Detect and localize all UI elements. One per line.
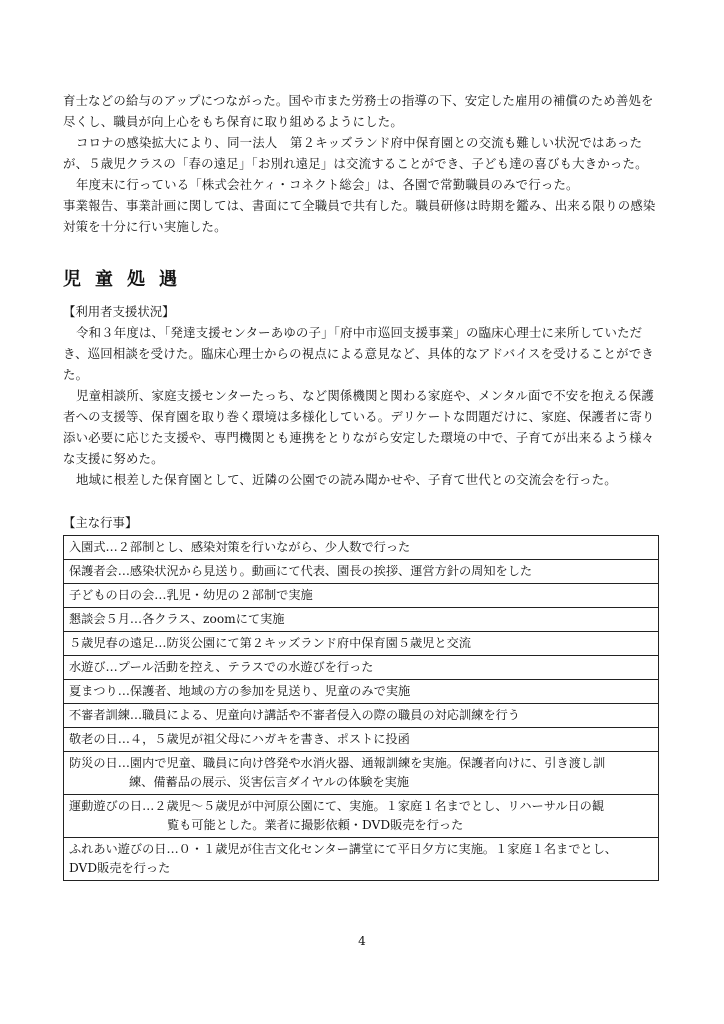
table-row (64, 608, 659, 632)
event-text: ５歳児春の遠足…防災公園にて第２キッズランド府中保育園５歳児と交流 (69, 636, 471, 650)
table-row (64, 536, 659, 560)
support-paragraph-1: 令和３年度は、「発達支援センターあゆの子」「府中市巡回支援事業」の臨床心理士に来所していただき、巡回相談を受けた。臨床心理士からの視点による意見など、具体的なアドバイスを受けることができた。 (63, 325, 654, 382)
table-row (64, 680, 659, 704)
event-cell (64, 752, 659, 795)
events-heading: 【主な行事】 (63, 515, 138, 530)
table-row (64, 560, 659, 584)
event-text: 入園式…２部制とし、感染対策を行いながら、少人数で行った (69, 540, 411, 554)
event-text: 保護者会…感染状況から見送り。動画にて代表、園長の挨拶、運営方針の周知をした (69, 564, 533, 578)
event-cell (64, 536, 659, 560)
event-cell (64, 608, 659, 632)
event-text: 子どもの日の会…乳児・幼児の２部制で実施 (69, 588, 313, 602)
page-number: 4 (358, 934, 366, 948)
event-text: ふれあい遊びの日…０・１歳児が住吉文化センター講堂にて平日夕方に実施。１家庭１名までとし、 (69, 842, 617, 856)
intro-paragraph-3: 年度末に行っている「株式会社ケィ・コネクト総会」は、各園で常勤職員のみで行った。 (76, 177, 579, 192)
event-cell (64, 795, 659, 838)
event-text: 敬老の日…４，５歳児が祖父母にハガキを書き、ポストに投函 (69, 732, 410, 746)
table-row (64, 795, 659, 838)
event-cell (64, 632, 659, 656)
intro-paragraph-4: 事業報告、事業計画に関しては、書面にて全職員で共有した。職員研修は時期を鑑み、出来る限りの感染対策を十分に行い実施した。 (63, 198, 656, 234)
table-row (64, 728, 659, 752)
event-cell (64, 584, 659, 608)
intro-paragraph-2: コロナの感染拡大により、同一法人 第２キッズランド府中保育園との交流も難しい状況ではあったが、５歳児クラスの「春の遠足」「お別れ遠足」は交流することができ、子ども達の喜びも大きかった。 (63, 135, 648, 171)
event-cell (64, 728, 659, 752)
table-row (64, 752, 659, 795)
events-table (63, 535, 659, 881)
event-cell (64, 704, 659, 728)
support-heading: 【利用者支援状況】 (63, 304, 175, 319)
event-text: 水遊び…プール活動を控え、テラスでの水遊びを行った (69, 660, 374, 674)
event-text-continued: DVD販売を行った (69, 861, 171, 875)
intro-paragraph-1: 育士などの給与のアップにつながった。国や市また労務士の指導の下、安定した雇用の補償のため善処を尽くし、職員が向上心をもち保育に取り組めるようにした。 (63, 93, 654, 129)
event-cell (64, 656, 659, 680)
event-text-continued: 覧も可能とした。業者に撮影依頼・DVD販売を行った (167, 818, 464, 832)
event-text: 運動遊びの日…２歳児～５歳児が中河原公園にて、実施。１家庭１名までとし、リハーサル日の観 (69, 799, 605, 813)
event-text: 夏まつり…保護者、地域の方の参加を見送り、児童のみで実施 (69, 684, 411, 698)
event-text: 不審者訓練…職員による、児童向け講話や不審者侵入の際の職員の対応訓練を行う (69, 708, 520, 722)
table-row (64, 632, 659, 656)
event-cell (64, 838, 659, 881)
event-text: 防災の日…園内で児童、職員に向け啓発や水消火器、通報訓練を実施。保護者向けに、引き渡し訓 (69, 756, 606, 770)
event-cell (64, 560, 659, 584)
table-row (64, 704, 659, 728)
table-row (64, 838, 659, 881)
event-text-continued: 練、備蓄品の展示、災害伝言ダイヤルの体験を実施 (129, 775, 409, 789)
support-paragraph-2: 児童相談所、家庭支援センターたっち、など関係機関と関わる家庭や、メンタル面で不安を抱える保護者への支援等、保育園を取り巻く環境は多様化している。デリケートな問題だけに、家庭、保護者に寄り添い必要に応じた支援や、専門機関とも連携をとりながら安定した環境の中で、子育てが出来るよう様々な支援に努めた。 (63, 388, 655, 466)
event-cell (64, 680, 659, 704)
table-row (64, 584, 659, 608)
event-text: 懇談会５月…各クラス、zoomにて実施 (69, 612, 285, 626)
section-title: 児童処遇 (63, 269, 191, 290)
page-content (63, 90, 663, 881)
table-row (64, 656, 659, 680)
support-paragraph-3: 地域に根差した保育園として、近隣の公園での読み聞かせや、子育て世代との交流会を行った。 (76, 472, 617, 487)
